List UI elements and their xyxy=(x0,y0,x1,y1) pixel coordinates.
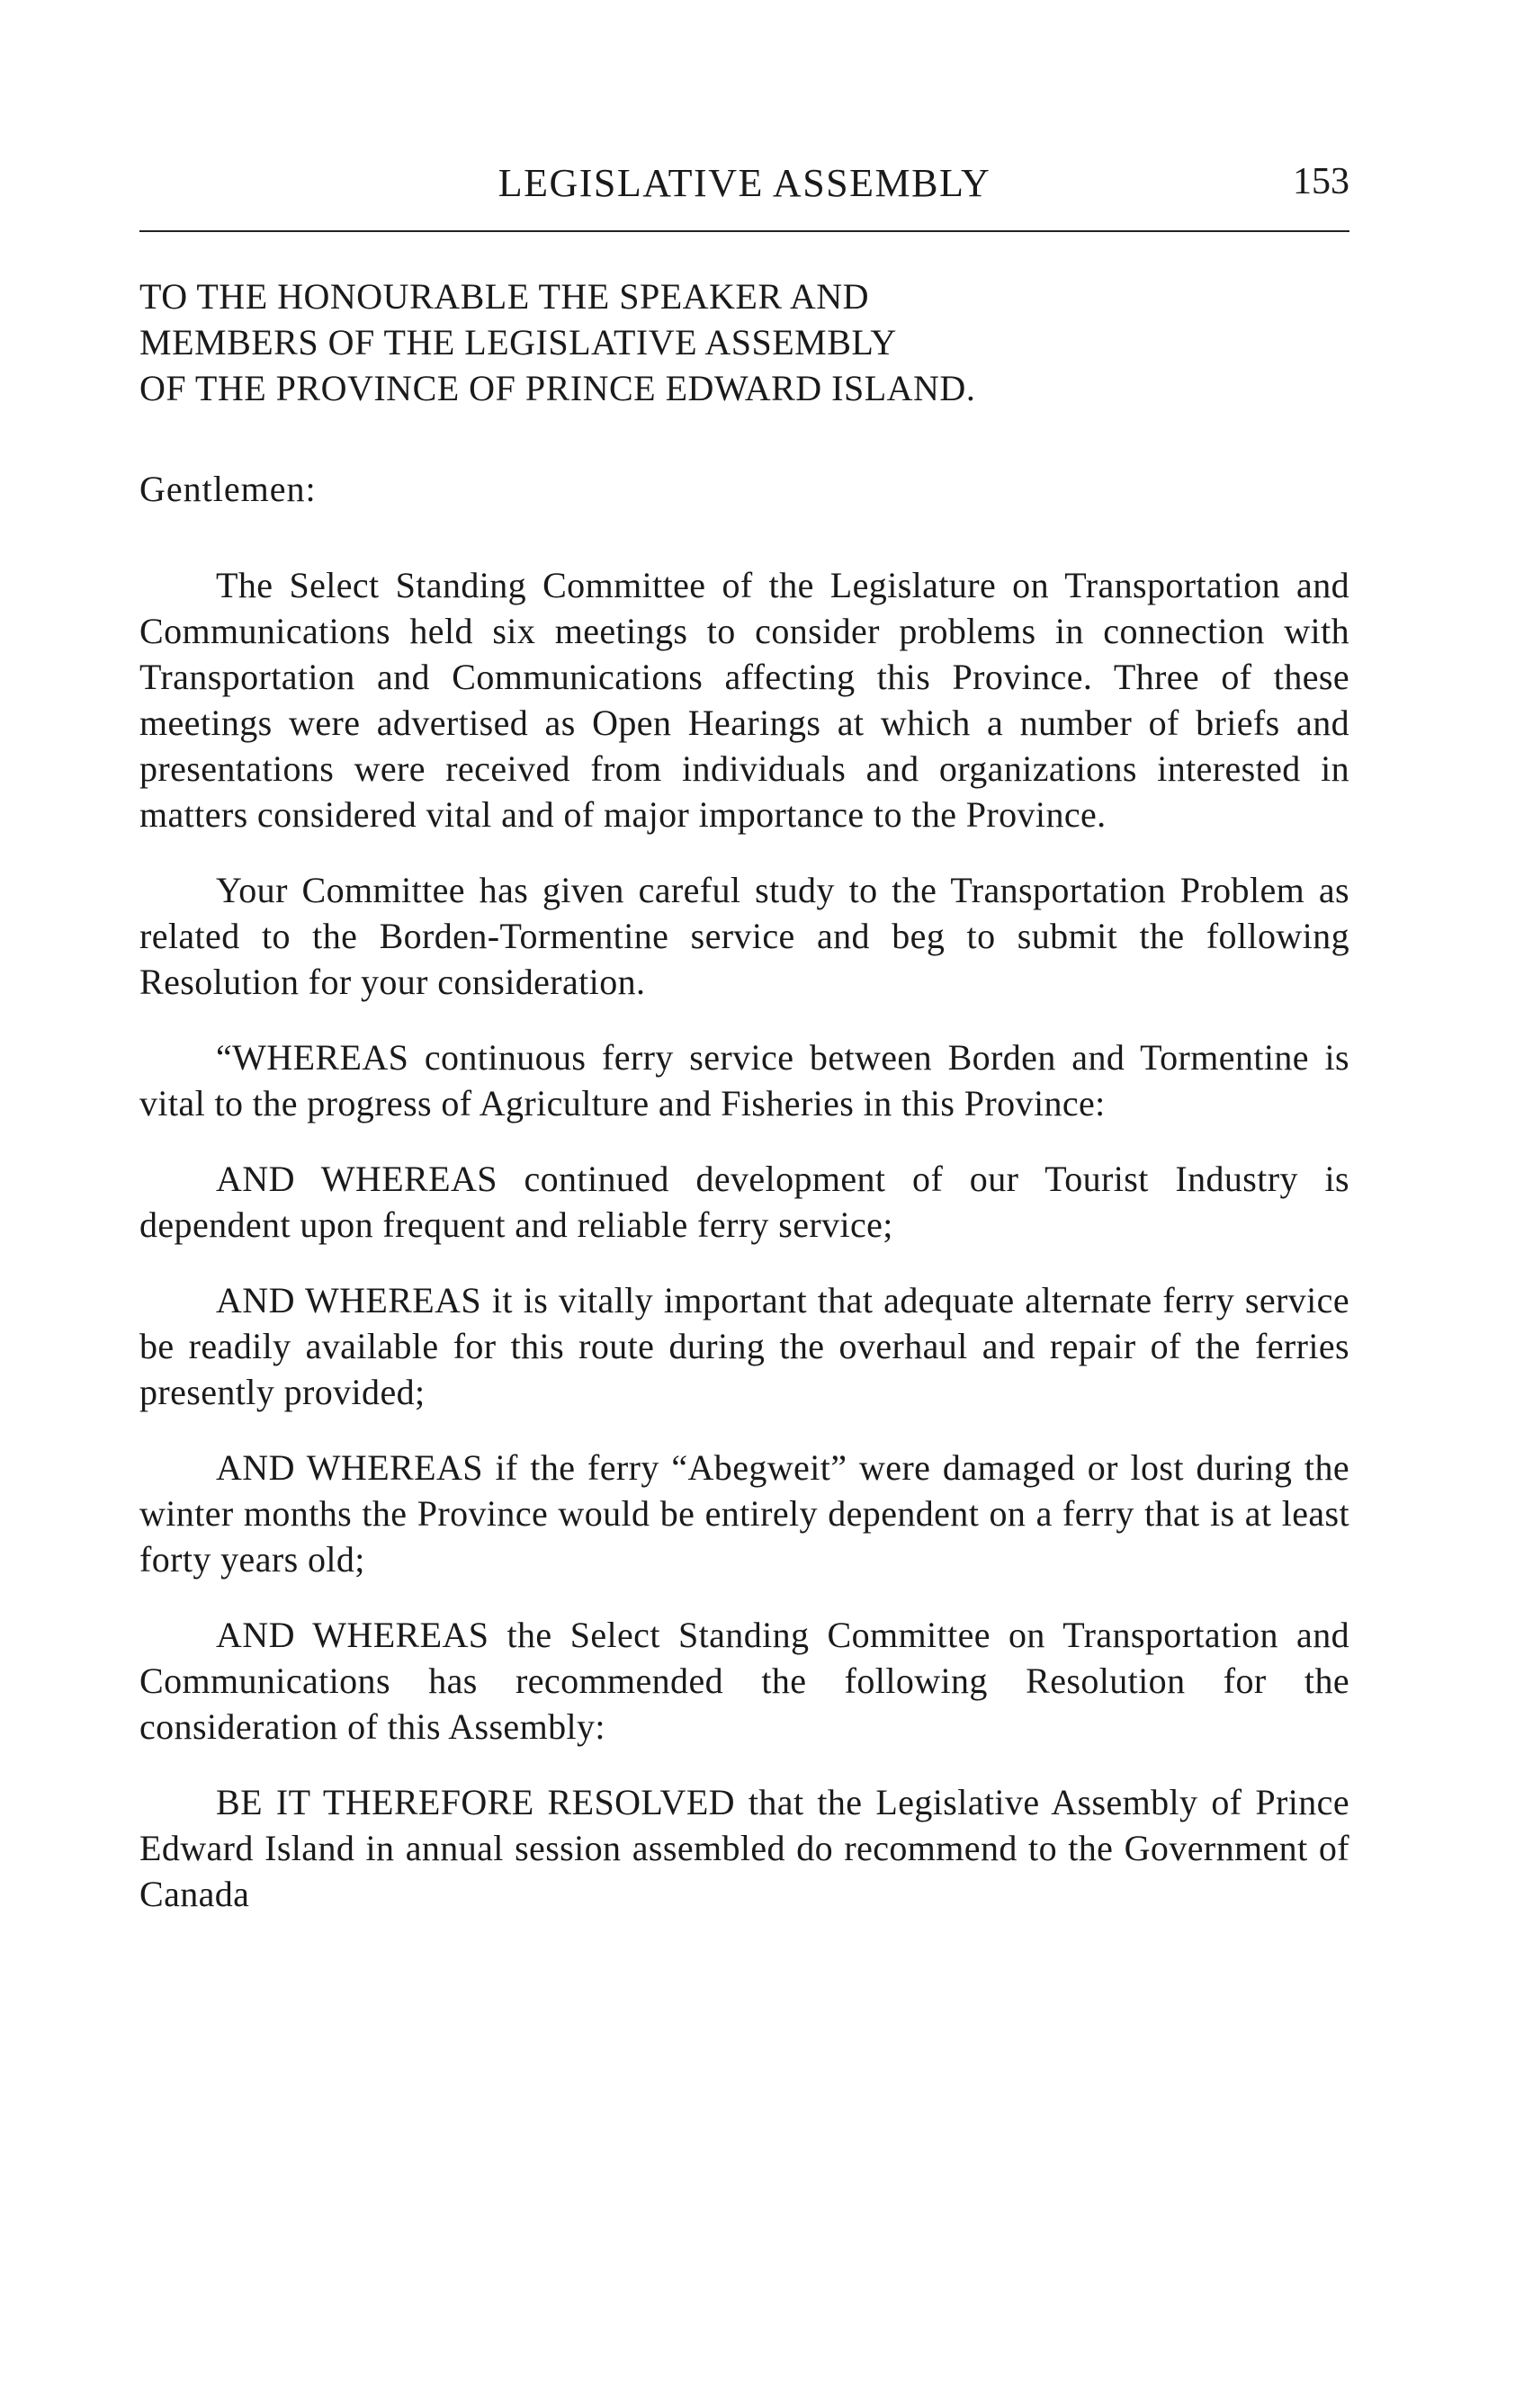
running-head xyxy=(139,160,1349,210)
paragraph-whereas-abegweit: AND WHEREAS if the ferry “Abegweit” were damaged or lost during the winter months the Province would be entirely dependent on a ferry that is at least forty years old; xyxy=(139,1447,1349,1580)
addressee-line: MEMBERS OF THE LEGISLATIVE ASSEMBLY xyxy=(139,322,897,363)
running-title: LEGISLATIVE ASSEMBLY xyxy=(498,161,991,205)
salutation: Gentlemen: xyxy=(139,469,317,509)
addressee-line: OF THE PROVINCE OF PRINCE EDWARD ISLAND. xyxy=(139,368,976,408)
body-text xyxy=(139,273,1349,1947)
paragraph-committee-meetings: The Select Standing Committee of the Legislature on Transportation and Communications held six meetings to consider problems in connection with Transportation and Communications affecting this Province. Three of these meetings were advertised as Open Hearings at which a number of briefs and presentations were received from individuals and organizations interested in matters considered vital and of major importance to the Province. xyxy=(139,565,1349,835)
page-number: 153 xyxy=(1293,161,1349,202)
paragraph-committee-study: Your Committee has given careful study to the Transportation Problem as related to the Borden-Tormentine service and beg to submit the following Resolution for your consideration. xyxy=(139,870,1349,1002)
addressee-block xyxy=(139,273,1349,411)
paragraph-whereas-tourist-industry: AND WHEREAS continued development of our Tourist Industry is dependent upon frequent and reliable ferry service; xyxy=(139,1159,1349,1245)
paragraph-be-it-resolved: BE IT THEREFORE RESOLVED that the Legislative Assembly of Prince Edward Island in annual session assembled do recommend to the Government of Canada xyxy=(139,1782,1349,1914)
paragraph-whereas-alternate-service: AND WHEREAS it is vitally important that adequate alternate ferry service be readily available for this route during the overhaul and repair of the ferries presently provided; xyxy=(139,1280,1349,1412)
addressee-line: TO THE HONOURABLE THE SPEAKER AND xyxy=(139,276,869,317)
paragraph-whereas-ferry-service: “WHEREAS continuous ferry service between Borden and Tormentine is vital to the progress of Agriculture and Fisheries in this Province: xyxy=(139,1037,1349,1123)
paragraph-whereas-committee-recommendation: AND WHEREAS the Select Standing Committee on Transportation and Communications has recommended the following Resolution for the consideration of this Assembly: xyxy=(139,1615,1349,1747)
header-rule xyxy=(139,230,1349,232)
